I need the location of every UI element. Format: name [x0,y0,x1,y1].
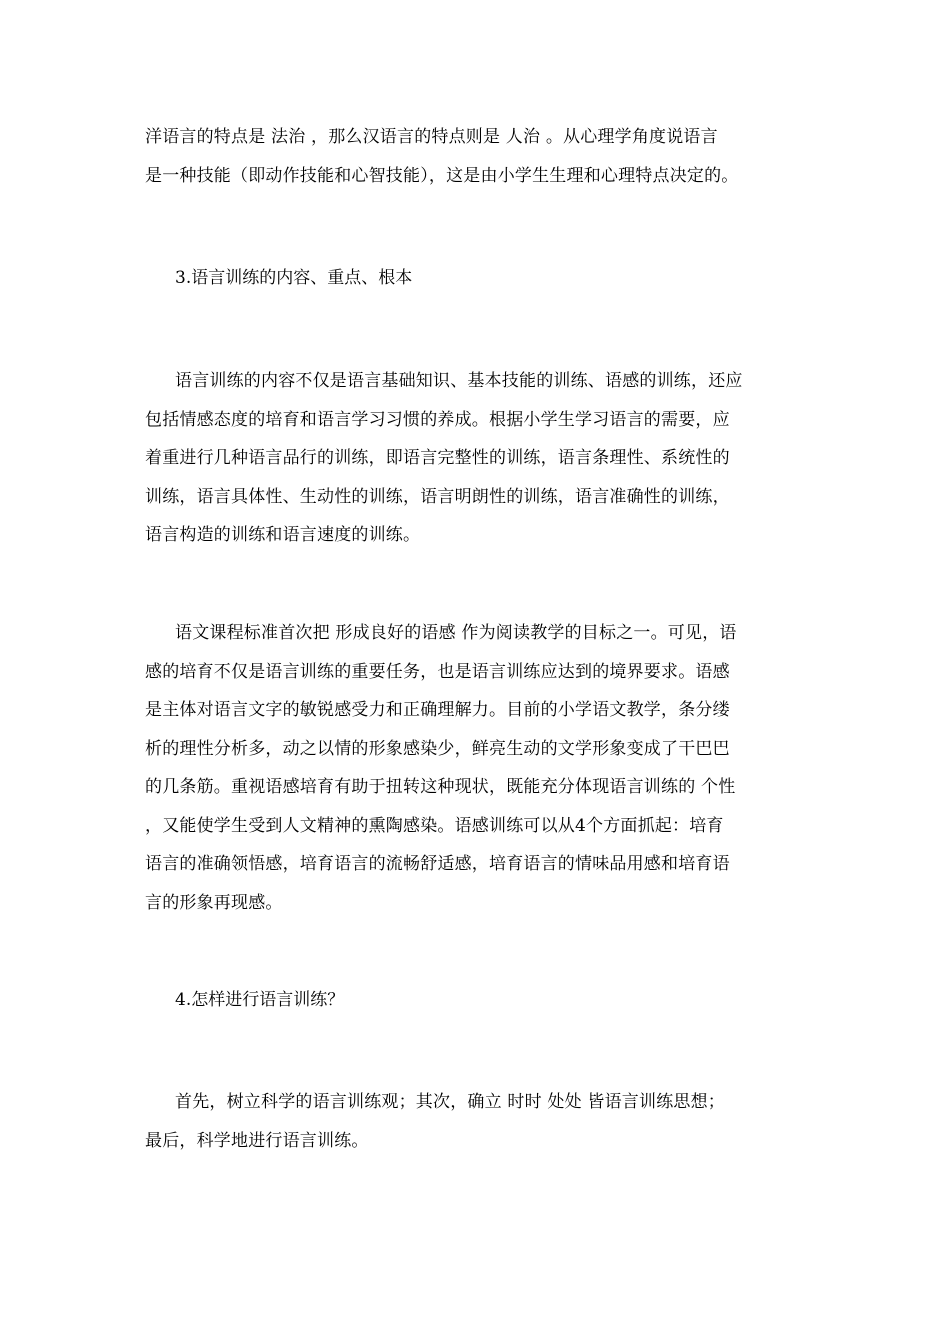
text-line: 首先，树立科学的语言训练观；其次，确立 时时 处处 皆语言训练思想； [175,1092,726,1112]
text-line: 着重进行几种语言品行的训练，即语言完整性的训练，语言条理性、系统性的 [145,448,730,468]
text-line: 训练，语言具体性、生动性的训练，语言明朗性的训练，语言准确性的训练， [145,486,730,507]
text-line: 包括情感态度的培育和语言学习习惯的养成。根据小学生学习语言的需要，应 [145,409,730,430]
text-line: 言的形象再现感。 [145,892,283,913]
text-line: 语言构造的训练和语言速度的训练。 [145,525,421,545]
text-line: 是一种技能（即动作技能和心智技能），这是由小学生生理和心理特点决定的。 [145,165,739,186]
text-line: 语言的准确领悟感，培育语言的流畅舒适感，培育语言的情味品用感和培育语 [145,854,730,874]
text-line: 语言训练的内容不仅是语言基础知识、基本技能的训练、语感的训练，还应 [175,371,743,391]
text-line: 最后，科学地进行语言训练。 [145,1130,369,1151]
section-heading-3: 3.语言训练的内容、重点、根本 [175,268,413,288]
text-line: 洋语言的特点是 法治 ，那么汉语言的特点则是 人治 。从心理学角度说语言 [145,127,718,147]
text-line: 是主体对语言文字的敏锐感受力和正确理解力。目前的小学语文教学，条分缕 [145,700,730,720]
text-line: 语文课程标准首次把 形成良好的语感 作为阅读教学的目标之一。可见，语 [175,623,737,643]
text-line: 感的培育不仅是语言训练的重要任务，也是语言训练应达到的境界要求。语感 [145,661,730,682]
text-line: 析的理性分析多，动之以情的形象感染少，鲜亮生动的文学形象变成了干巴巴 [145,738,730,759]
text-line: ，又能使学生受到人文精神的熏陶感染。语感训练可以从4个方面抓起：培育 [145,815,724,836]
text-line: 的几条筋。重视语感培育有助于扭转这种现状，既能充分体现语言训练的 个性 [145,777,736,797]
paragraph-language-sense [145,614,810,922]
paragraph-training-content [145,362,810,555]
paragraph-how-to-train [145,1083,810,1160]
section-heading-4: 4.怎样进行语言训练？ [175,990,345,1010]
paragraph-language-nature [145,118,810,195]
